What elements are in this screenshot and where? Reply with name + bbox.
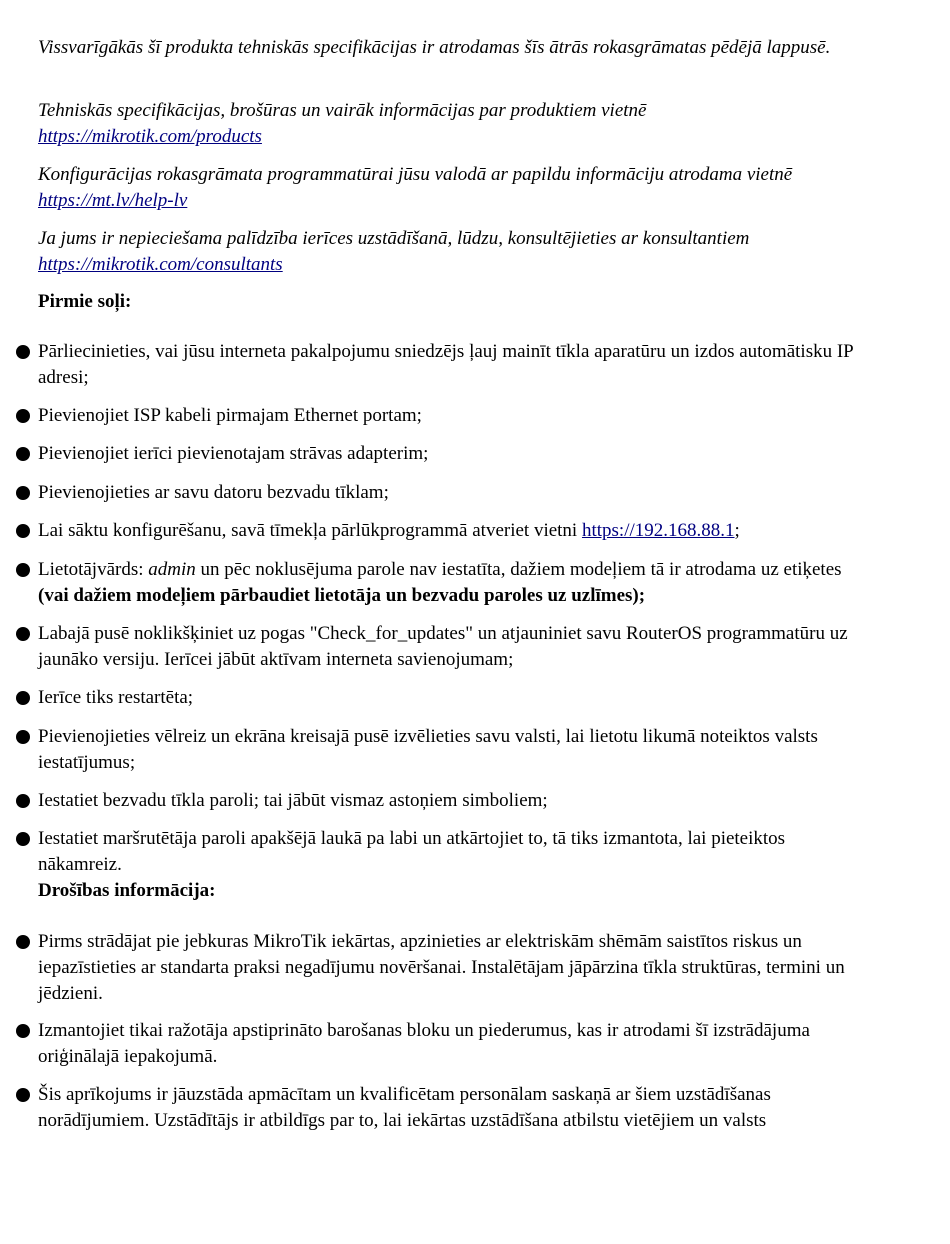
step-update: Labajā pusē noklikšķiniet uz pogas "Check_for_updates" un atjauniniet savu RouterOS programmatūru uz jaunāko versiju. Ierīcei jābūt aktīvam interneta savienojumam;: [38, 623, 848, 670]
sticker-note: (vai dažiem modeļiem pārbaudiet lietotāja un bezvadu paroles uz uzlīmes);: [38, 585, 646, 606]
router-ip-link[interactable]: https://192.168.88.1: [581, 520, 735, 541]
intro-manual-text: Konfigurācijas rokasgrāmata programmatūrai jūsu valodā ar papildu informāciju atrodama vietnē: [38, 164, 793, 185]
first-steps-heading: Pirmie soļi:: [38, 291, 132, 312]
intro-products-text: Tehniskās specifikācijas, brošūras un vairāk informācijas par produktiem vietnē: [38, 100, 647, 121]
bullet-dot: [16, 345, 30, 359]
bullet-dot: [16, 794, 30, 808]
step-isp-check: Pārliecinieties, vai jūsu interneta pakalpojumu sniedzējs ļauj mainīt tīkla aparatūru un izdos automātisku IP adresi;: [38, 341, 854, 388]
bullet-dot: [16, 409, 30, 423]
safety-heading: Drošības informācija:: [38, 880, 216, 901]
products-link[interactable]: https://mikrotik.com/products: [38, 126, 262, 147]
safety-power-supply: Izmantojiet tikai ražotāja apstiprināto barošanas bloku un piederumus, kas ir atrodami šī izstrādājuma oriģinālajā iepakojumā.: [38, 1020, 810, 1067]
safety-electrical-risk: Pirms strādājat pie jebkuras MikroTik iekārtas, apzinieties ar elektriskām shēmām saistītos riskus un iepazīstieties ar standarta praksi negadījumu novēršanai. Instalētājam jāpārzina tīkla struktūras, termini un jēdzieni.: [38, 931, 845, 1004]
safety-installation: Šis aprīkojums ir jāuzstāda apmācītam un kvalificētam personālam saskaņā ar šiem uzstādīšanas norādījumiem. Uzstādītājs ir atbildīgs par to, lai iekārtas uzstādīšana atbilstu vietējiem un valsts: [38, 1084, 771, 1131]
step-wireless-password: Iestatiet bezvadu tīkla paroli; tai jābūt vismaz astoņiem simboliem;: [38, 790, 548, 811]
step-open-browser-end: ;: [734, 520, 740, 541]
step-open-browser-text: Lai sāktu konfigurēšanu, savā tīmekļa pārlūkprogrammā atveriet vietni: [38, 520, 578, 541]
password-note: un pēc noklusējuma parole nav iestatīta, dažiem modeļiem tā ir atrodama uz etiķetes: [200, 559, 842, 580]
step-country: Pievienojieties vēlreiz un ekrāna kreisajā pusē izvēlieties savu valsti, lai lietotu likumā noteiktos valsts iestatījumus;: [38, 726, 818, 773]
step-power: Pievienojiet ierīci pievienotajam strāvas adapterim;: [38, 443, 429, 464]
intro-specs-text: Vissvarīgākās šī produkta tehniskās specifikācijas ir atrodamas šīs ātrās rokasgrāmatas pēdējā lappusē.: [38, 37, 831, 58]
intro-consultants-text: Ja jums ir nepieciešama palīdzība ierīces uzstādīšanā, lūdzu, konsultējieties ar konsultantiem: [38, 228, 750, 249]
username-label: Lietotājvārds:: [38, 559, 144, 580]
bullet-dot: [16, 627, 30, 641]
step-isp-cable: Pievienojiet ISP kabeli pirmajam Ethernet portam;: [38, 405, 422, 426]
bullet-dot: [16, 691, 30, 705]
step-restart: Ierīce tiks restartēta;: [38, 687, 194, 708]
consultants-link[interactable]: https://mikrotik.com/consultants: [38, 254, 283, 275]
bullet-dot: [16, 1024, 30, 1038]
step-wireless-connect: Pievienojieties ar savu datoru bezvadu tīklam;: [38, 482, 389, 503]
help-link[interactable]: https://mt.lv/help-lv: [38, 190, 188, 211]
intro-consultants-note: [38, 226, 838, 278]
username-value: admin: [148, 559, 196, 580]
bullet-dot: [16, 486, 30, 500]
bullet-dot: [16, 563, 30, 577]
bullet-dot: [16, 730, 30, 744]
step-open-browser: [38, 518, 868, 544]
bullet-dot: [16, 447, 30, 461]
intro-manual-note: [38, 162, 838, 214]
bullet-dot: [16, 935, 30, 949]
step-credentials: [38, 557, 868, 609]
step-router-password: Iestatiet maršrutētāja paroli apakšējā laukā pa labi un atkārtojiet to, tā tiks izmantota, lai pieteiktos nākamreiz.: [38, 828, 786, 875]
intro-specs-note: [38, 35, 838, 61]
bullet-dot: [16, 524, 30, 538]
bullet-dot: [16, 1088, 30, 1102]
intro-products-note: [38, 98, 838, 150]
bullet-dot: [16, 832, 30, 846]
